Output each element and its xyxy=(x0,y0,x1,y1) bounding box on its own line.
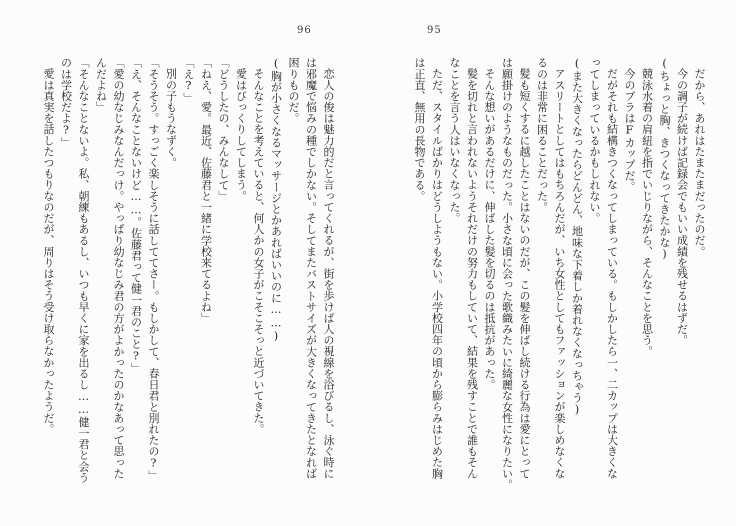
text-line: 愛は真実を話したつもりなのだが、周りはそう受け取らなかったようだ。 xyxy=(42,68,55,435)
page-95 xyxy=(368,0,736,526)
text-line: ってしまっているかもしれない。 xyxy=(588,57,601,224)
text-line: だがそれも結構きつくなってしまっている。もしかしたら一、二カップは大きくな xyxy=(605,68,619,479)
text-line: (ちょっと胸、きつくなってきたかな) xyxy=(658,57,671,261)
text-line: 今の調子が続けば記録会でもいい成績を残せるはずだ。 xyxy=(675,68,689,346)
text-line: だから、あれはたまたまだったのだ。 xyxy=(693,68,706,257)
text-line: 「愛の幼なじみなんだっけ。やっぱり幼なじみ君の方がよかったのかなあって思った xyxy=(112,57,125,479)
page-number-right: 95 xyxy=(427,25,442,36)
text-line: そんな想いがあるだけに、伸ばした髪を切るのは抵抗があった。 xyxy=(483,68,496,390)
text-line: (胸が小さくなるマッサージとかあればいいのに……) xyxy=(269,57,283,343)
page-text-left xyxy=(39,57,337,493)
text-line: は願掛けのようなものだった。小さな頃に会った歌織みたいに綺麗な女性になりたい。 xyxy=(500,57,514,490)
text-line: のは学校だよ?」 xyxy=(59,57,73,148)
text-line: 髪も短くするに越したことはないのだが、この髪を伸ばし続ける行為は愛にとって xyxy=(518,68,531,479)
text-line: は邪魔で悩みの種でしかない。そしてまたバストサイズが大きくなってきたとなれば xyxy=(304,57,318,479)
text-line: んだよね」 xyxy=(94,57,108,113)
text-line: 「え、そんなことないけど……。佐藤君って健一君のこと?」 xyxy=(129,57,143,374)
text-line: アスリートとしてはもちろんだが、いち女性としてもファッションが楽しめなくな xyxy=(553,68,566,479)
page-text-right xyxy=(410,57,708,493)
text-line: 恋人の俊は魅力的だと言ってくれるが、街を歩けば人の視線を浴びるし、泳ぐ時に xyxy=(322,68,335,479)
text-line: 「そうそう。すっごく楽しそうに話しててさー。もしかして、春日君と別れたの?」 xyxy=(147,57,160,481)
text-line: るのは非常に困ることだった。 xyxy=(535,57,549,213)
text-line: 愛はびっくりしてしまう。 xyxy=(234,68,248,202)
text-line: 「どうしたの、みんなして」 xyxy=(217,57,230,202)
text-line: 別の子もうなずく。 xyxy=(164,68,178,168)
text-line: 「え?」 xyxy=(182,57,195,104)
text-line: 困りものだ。 xyxy=(287,57,300,124)
text-line: (また大きくなったらどんどん、地味な下着しか着れなくなっちゃう) xyxy=(570,57,584,417)
text-line: なことを言う人はいなくなった。 xyxy=(448,57,461,224)
text-line: 今のブラはFカップだ。 xyxy=(623,68,636,193)
text-line: 「ねえ、愛。最近、佐藤君と一緒に学校来てるよね」 xyxy=(199,57,213,324)
text-line: 「そんなことないよ。私、朝練もあるし、いつも早くに家を出るし……健一君と会う xyxy=(77,57,90,483)
page-number-left: 96 xyxy=(297,25,312,36)
text-line: 髪を切れと言われないようそれだけの努力もしていて、結果を残すことで誰もそん xyxy=(465,68,479,479)
text-line: は正直、無用の長物である。 xyxy=(413,57,426,202)
text-line: そんなことを考えていると、何人かの女子がこそこそっと近づいてきた。 xyxy=(252,68,265,435)
text-line: ただ、スタイルばかりはどうしようもない。小学校四年の頃から膨らみはじめた胸 xyxy=(430,68,444,479)
text-line: 競泳水着の肩紐を指でいじりながら、そんなことを思う。 xyxy=(640,68,654,357)
